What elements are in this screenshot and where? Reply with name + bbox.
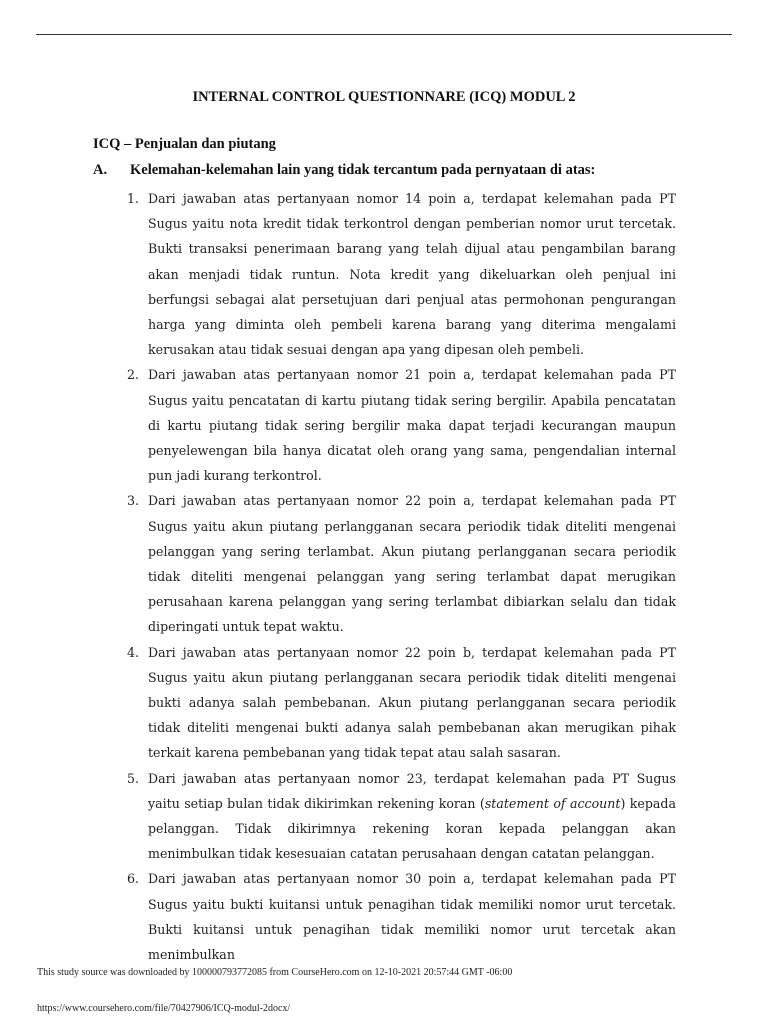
- weakness-list: [127, 186, 676, 967]
- section-heading: ICQ – Penjualan dan piutang: [93, 136, 276, 152]
- item-number: 5.: [127, 770, 140, 786]
- list-item: [127, 362, 676, 488]
- item-text: Dari jawaban atas pertanyaan nomor 22 poin a, terdapat kelemahan pada PT Sugus yaitu akun piutang perlangganan secara periodik tidak diteliti mengenai pelanggan yang sering terlambat. Akun piutang perlangganan secara periodik tidak diteliti mengenai pelanggan yang sering terlambat dapat merugikan perusahaan karena pelanggan yang sering terlambat dibiarkan selalu dan tidak diperingati untuk tepat waktu.: [148, 493, 676, 635]
- item-text: Dari jawaban atas pertanyaan nomor 22 poin b, terdapat kelemahan pada PT Sugus yaitu akun piutang perlangganan secara periodik tidak diteliti mengenai bukti adanya salah pembebanan. Akun piutang perlangganan secara periodik tidak diteliti mengenai bukti adanya salah pembebanan akan merugikan pihak terkait karena pembebanan yang tidak tepat atau salah sasaran.: [148, 644, 676, 761]
- item-number: 3.: [127, 493, 140, 509]
- item-text: Dari jawaban atas pertanyaan nomor 23, terdapat kelemahan pada PT Sugus yaitu setiap bulan tidak dikirimkan rekening koran (statement of account) kepada pelanggan. Tidak dikirimnya rekening koran kepada pelanggan akan menimbulkan tidak kesesuaian catatan perusahaan dengan catatan pelanggan.: [148, 770, 676, 862]
- source-url: https://www.coursehero.com/file/70427906/ICQ-modul-2docx/: [37, 1003, 291, 1014]
- list-item: [127, 766, 676, 867]
- item-number: 6.: [127, 871, 140, 887]
- list-item: [127, 186, 676, 362]
- top-divider: [36, 34, 732, 35]
- item-text: Dari jawaban atas pertanyaan nomor 30 poin a, terdapat kelemahan pada PT Sugus yaitu bukti kuitansi untuk penagihan tidak memiliki nomor urut tercetak. Bukti kuitansi untuk penagihan tidak memiliki nomor urut tercetak akan menimbulkan: [148, 871, 676, 963]
- subsection-heading: [93, 162, 683, 179]
- item-number: 4.: [127, 644, 140, 660]
- document-title: INTERNAL CONTROL QUESTIONNARE (ICQ) MODUL 2: [192, 89, 576, 105]
- item-number: 1.: [127, 191, 140, 206]
- list-item: [127, 640, 676, 766]
- subsection-letter: A.: [93, 162, 108, 178]
- download-source-note: This study source was downloaded by 100000793772085 from CourseHero.com on 12-10-2021 20:57:44 GMT -06:00: [37, 967, 513, 978]
- subsection-title: Kelemahan-kelemahan lain yang tidak tercantum pada pernyataan di atas:: [130, 162, 596, 178]
- item-number: 2.: [127, 367, 140, 383]
- item-text: Dari jawaban atas pertanyaan nomor 21 poin a, terdapat kelemahan pada PT Sugus yaitu pencatatan di kartu piutang tidak sering bergilir. Apabila pencatatan di kartu piutang tidak sering bergilir maka dapat terjadi kecurangan maupun penyelewengan bila hanya dicatat oleh orang yang sama, pengendalian internal pun jadi kurang terkontrol.: [148, 367, 676, 484]
- list-item: [127, 866, 676, 967]
- italic-term: statement of account: [484, 795, 621, 811]
- list-item: [127, 488, 676, 639]
- item-text: Dari jawaban atas pertanyaan nomor 14 poin a, terdapat kelemahan pada PT Sugus yaitu nota kredit tidak terkontrol dengan pemberian nomor urut tercetak. Bukti transaksi penerimaan barang yang telah dijual atau pengambilan barang akan menjadi tidak runtun. Nota kredit yang dikeluarkan oleh penjual ini berfungsi sebagai alat persetujuan dari penjual atas permohonan pengurangan harga yang diminta oleh pembeli karena barang yang diterima mengalami kerusakan atau tidak sesuai dengan apa yang dipesan oleh pembeli.: [148, 191, 676, 358]
